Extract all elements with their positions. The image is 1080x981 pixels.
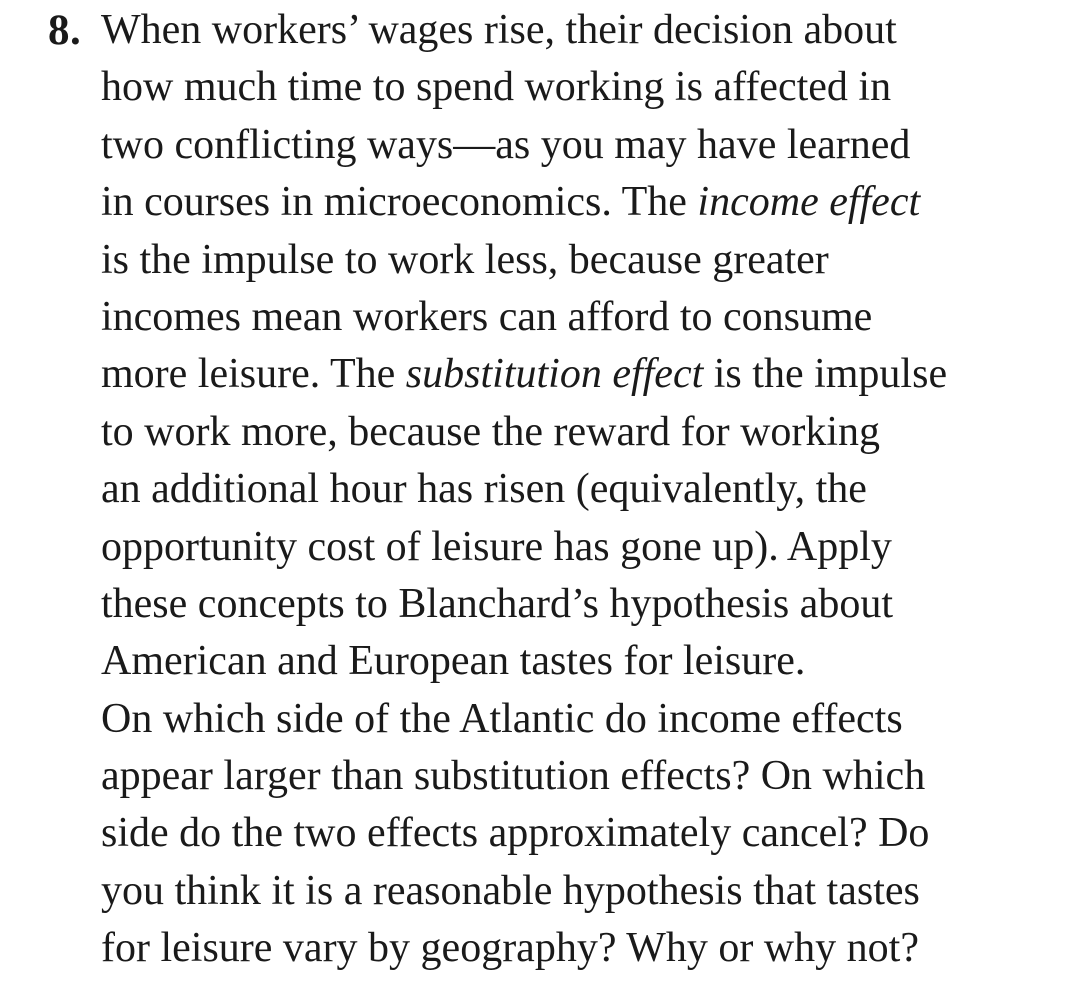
text-segment: for leisure vary by geography? Why or why not? <box>101 925 919 972</box>
text-line <box>101 691 1071 748</box>
italic-term: income effect <box>697 179 921 226</box>
text-line <box>101 863 1071 920</box>
text-line <box>101 346 1071 403</box>
question-text <box>101 2 1071 978</box>
text-line <box>101 232 1071 289</box>
text-line <box>101 805 1071 862</box>
text-line <box>101 920 1071 977</box>
text-segment: how much time to spend working is affected in <box>101 64 892 111</box>
text-segment: these concepts to Blanchard’s hypothesis about <box>101 580 893 627</box>
italic-term: substitution effect <box>405 351 704 398</box>
text-line <box>101 633 1071 690</box>
text-line <box>101 404 1071 461</box>
text-segment: in courses in microeconomics. The <box>101 179 698 226</box>
text-segment: you think it is a reasonable hypothesis that tastes <box>101 867 920 914</box>
text-segment: to work more, because the reward for working <box>101 408 881 455</box>
text-segment: two conflicting ways—as you may have learned <box>101 121 911 168</box>
text-segment: an additional hour has risen (equivalently, the <box>101 466 867 513</box>
text-segment: American and European tastes for leisure. <box>101 638 806 685</box>
text-line <box>101 117 1071 174</box>
text-line <box>101 576 1071 633</box>
question-number: 8. <box>48 7 82 54</box>
text-segment: is the impulse to work less, because greater <box>101 236 829 283</box>
text-segment: more leisure. The <box>101 351 406 398</box>
text-line <box>101 2 1071 59</box>
text-line <box>101 289 1071 346</box>
text-segment: incomes mean workers can afford to consume <box>101 293 873 340</box>
text-segment: opportunity cost of leisure has gone up). Apply <box>101 523 892 570</box>
text-line <box>101 174 1071 231</box>
text-line <box>101 748 1071 805</box>
text-line <box>101 461 1071 518</box>
text-segment: side do the two effects approximately cancel? Do <box>101 810 930 857</box>
text-segment: On which side of the Atlantic do income effects <box>101 695 903 742</box>
text-segment: appear larger than substitution effects? On which <box>101 753 926 800</box>
text-line <box>101 519 1071 576</box>
text-segment: When workers’ wages rise, their decision about <box>101 7 897 53</box>
text-segment: is the impulse <box>703 351 948 398</box>
text-line <box>101 59 1071 116</box>
